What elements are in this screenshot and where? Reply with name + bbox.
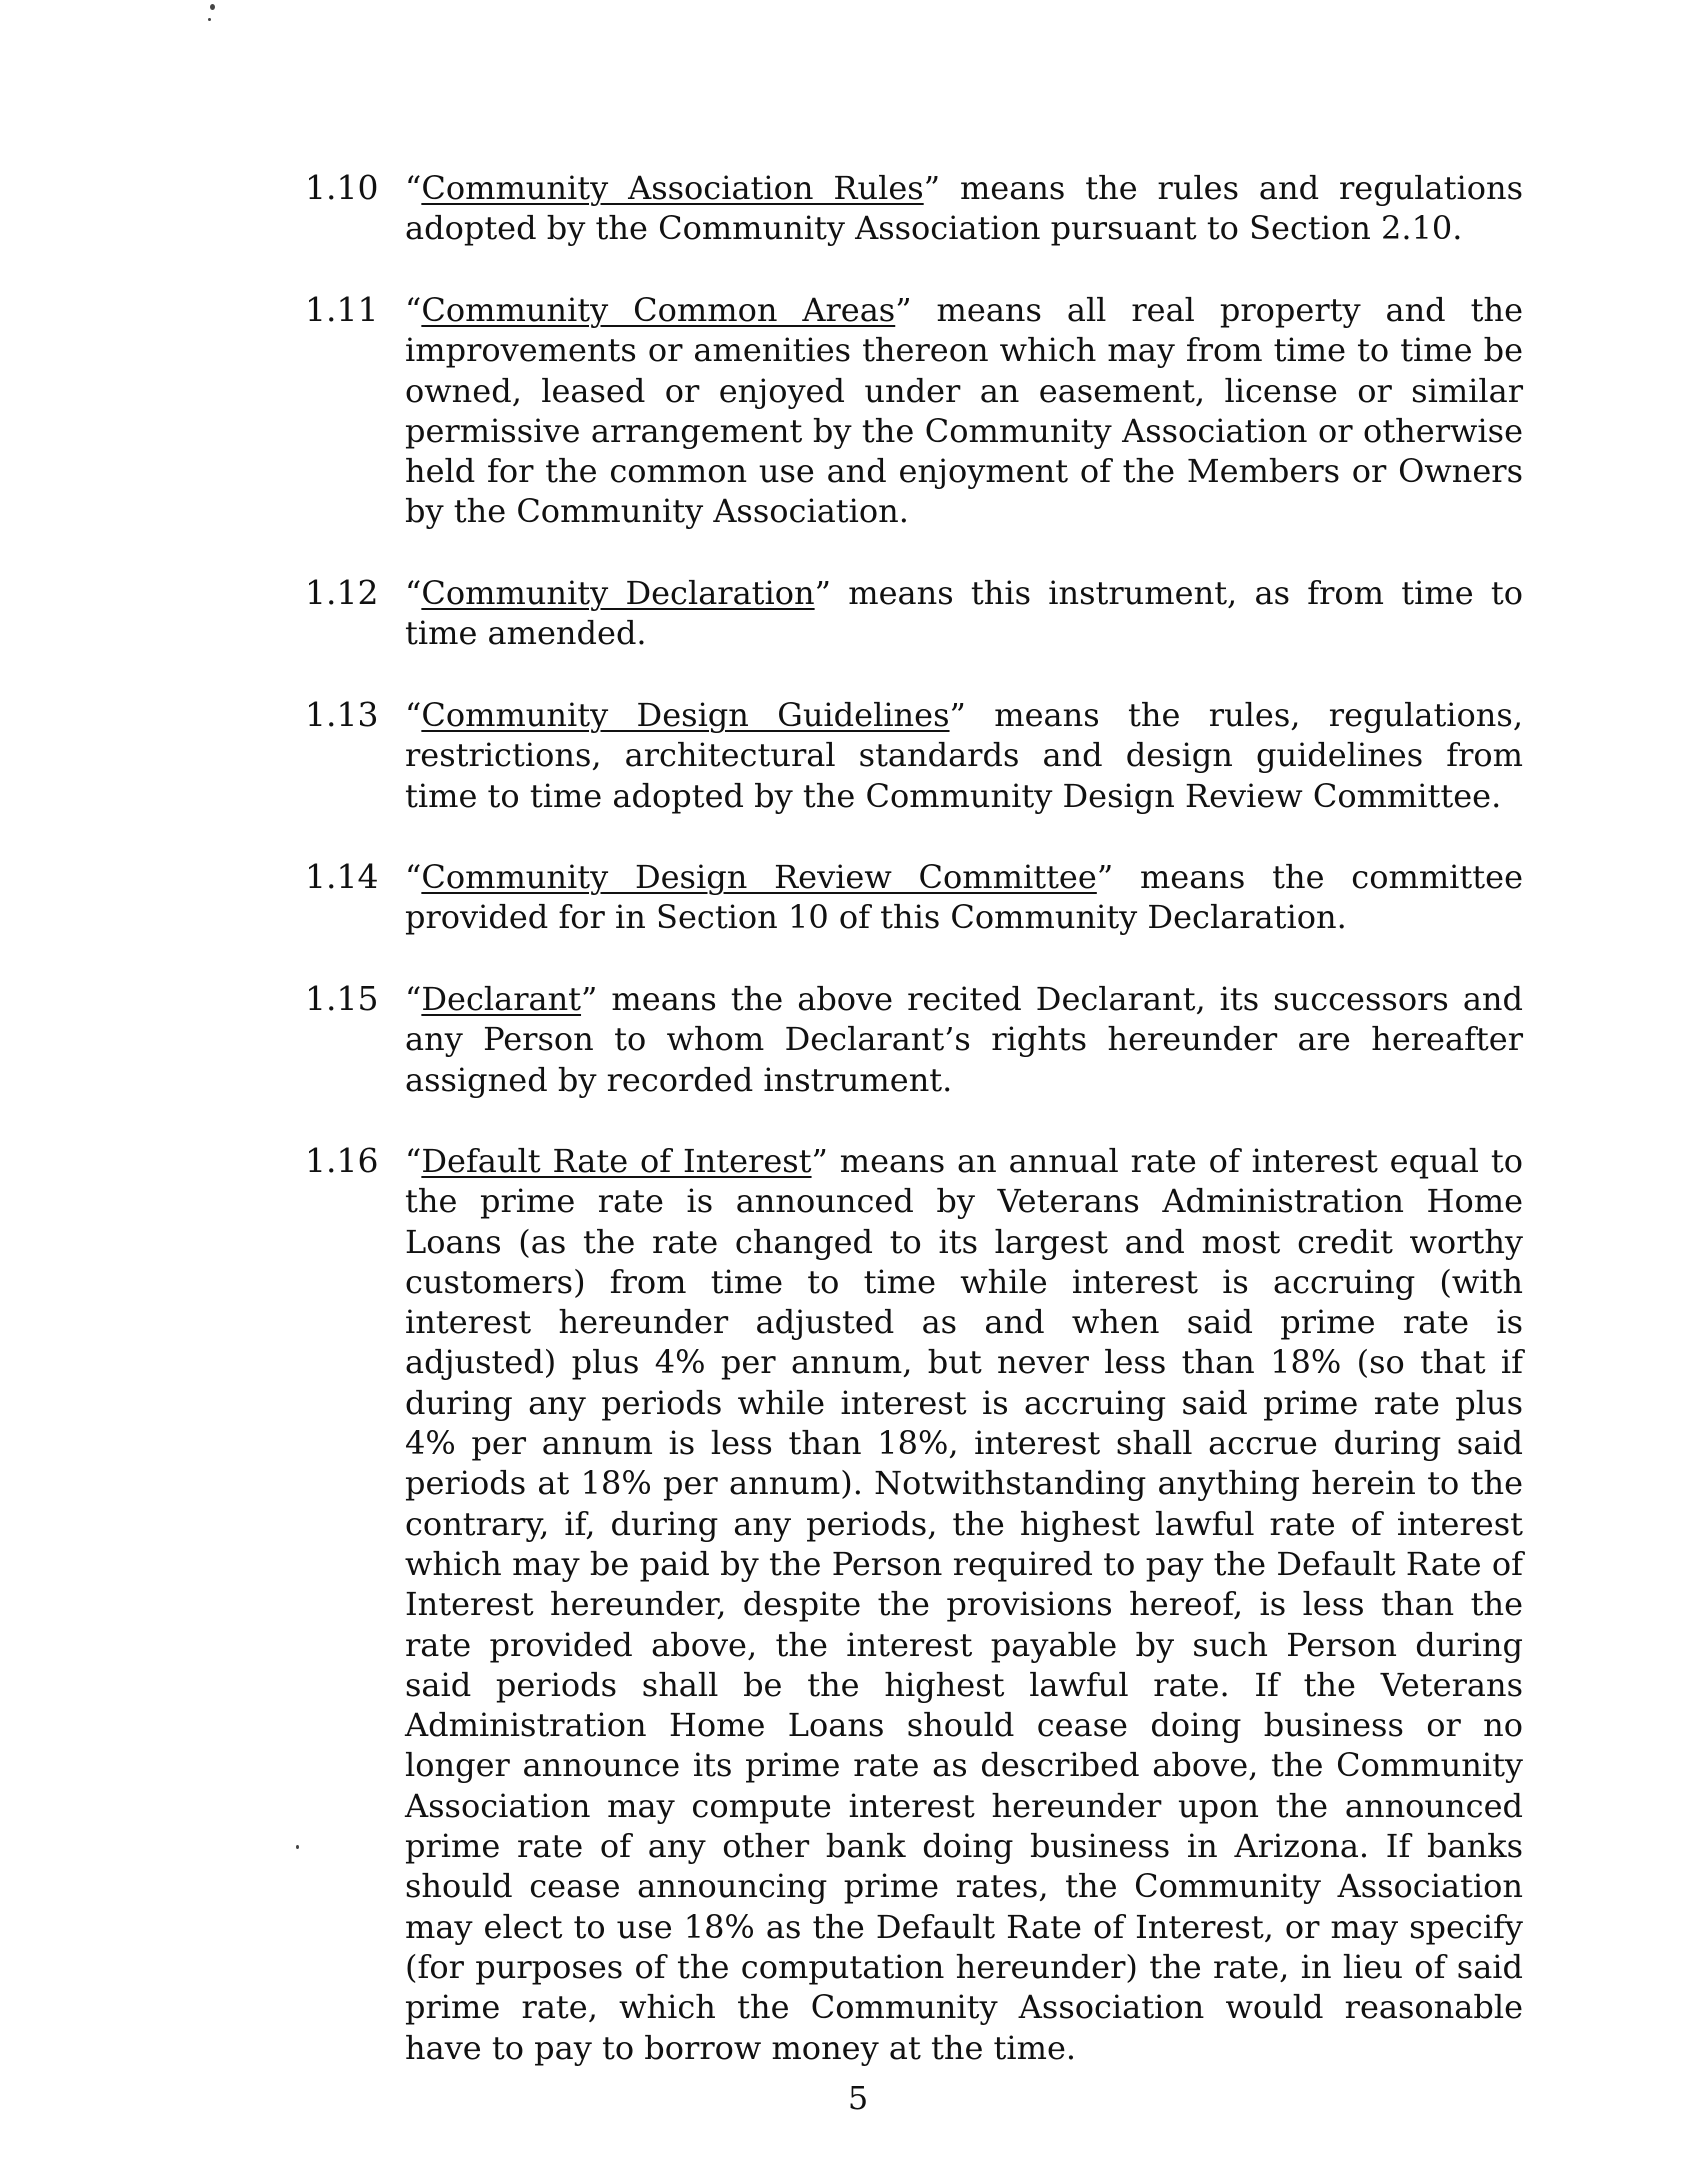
definition-text [405,168,1523,249]
defined-term: Declarant [421,980,582,1018]
open-quote: “ [405,1142,422,1180]
section-number: 1.12 [305,573,379,612]
open-quote: “ [405,980,422,1018]
section-1-11 [305,290,1525,532]
section-number: 1.11 [305,290,379,329]
section-1-13 [305,695,1525,816]
open-quote: “ [405,169,422,207]
definition-text [405,857,1523,938]
defined-term: Community Association Rules [421,169,924,207]
definition-body: ” means the rules and regulations adopted by the Community Association pursuant to Section 2.10. [405,169,1523,248]
section-number: 1.15 [305,979,379,1018]
definition-text [405,1141,1523,2068]
section-1-14 [305,857,1525,938]
definition-text [405,573,1523,654]
definition-body: ” means this instrument, as from time to time amended. [405,574,1524,653]
section-1-10 [305,168,1525,249]
defined-term: Community Design Guidelines [421,696,950,734]
section-number: 1.16 [305,1141,379,1180]
definition-body: ” means the committee provided for in Section 10 of this Community Declaration. [405,858,1524,937]
section-number: 1.13 [305,695,379,734]
defined-term: Community Common Areas [421,291,896,329]
defined-term: Community Design Review Committee [421,858,1097,896]
definition-body: ” means an annual rate of interest equal to the prime rate is announced by Veterans Administration Home Loans (as the rate changed to its largest and most credit worthy customers) from time to time while interest is accruing (with interest hereunder adjusted as and when said prime rate is adjusted) plus 4% per annum, but never less than 18% (so that if during any periods while interest is accruing said prime rate plus 4% per annum is less than 18%, interest shall accrue during said periods at 18% per annum). Notwithstanding anything herein to the contrary, if, during any periods, the highest lawful rate of interest which may be paid by the Person required to pay the Default Rate of Interest hereunder, despite the provisions hereof, is less than the rate provided above, the interest payable by such Person during said periods shall be the highest lawful rate. If the Veterans Administration Home Loans should cease doing business or no longer announce its prime rate as described above, the Community Association may compute interest hereunder upon the announced prime rate of any other bank doing business in Arizona. If banks should cease announcing prime rates, the Community Association may elect to use 18% as the Default Rate of Interest, or may specify (for purposes of the computation hereunder) the rate, in lieu of said prime rate, which the Community Association would reasonable have to pay to borrow money at the time. [405,1142,1524,2067]
open-quote: “ [405,696,422,734]
section-1-15 [305,979,1525,1100]
open-quote: “ [405,858,422,896]
definition-text [405,979,1523,1100]
defined-term: Community Declaration [421,574,815,612]
section-1-16 [305,1141,1525,2068]
definition-body: ” means the rules, regulations, restrictions, architectural standards and design guidelines from time to time adopted by the Community Design Review Committee. [405,696,1524,815]
definition-body: ” means all real property and the improvements or amenities thereon which may from time to time be owned, leased or enjoyed under an easement, license or similar permissive arrangement by the Community Association or otherwise held for the common use and enjoyment of the Members or Owners by the Community Association. [405,291,1524,531]
definition-text [405,695,1523,816]
open-quote: “ [405,574,422,612]
defined-term: Default Rate of Interest [421,1142,812,1180]
page-number: 5 [847,2079,869,2117]
definition-body: ” means the above recited Declarant, its successors and any Person to whom Declarant’s rights hereunder are hereafter assigned by recorded instrument. [405,980,1523,1099]
scan-speck [210,4,215,10]
scan-speck [208,18,211,21]
scan-speck [296,1845,299,1849]
section-number: 1.10 [305,168,379,207]
open-quote: “ [405,291,422,329]
section-1-12 [305,573,1525,654]
section-number: 1.14 [305,857,379,896]
definition-text [405,290,1523,532]
